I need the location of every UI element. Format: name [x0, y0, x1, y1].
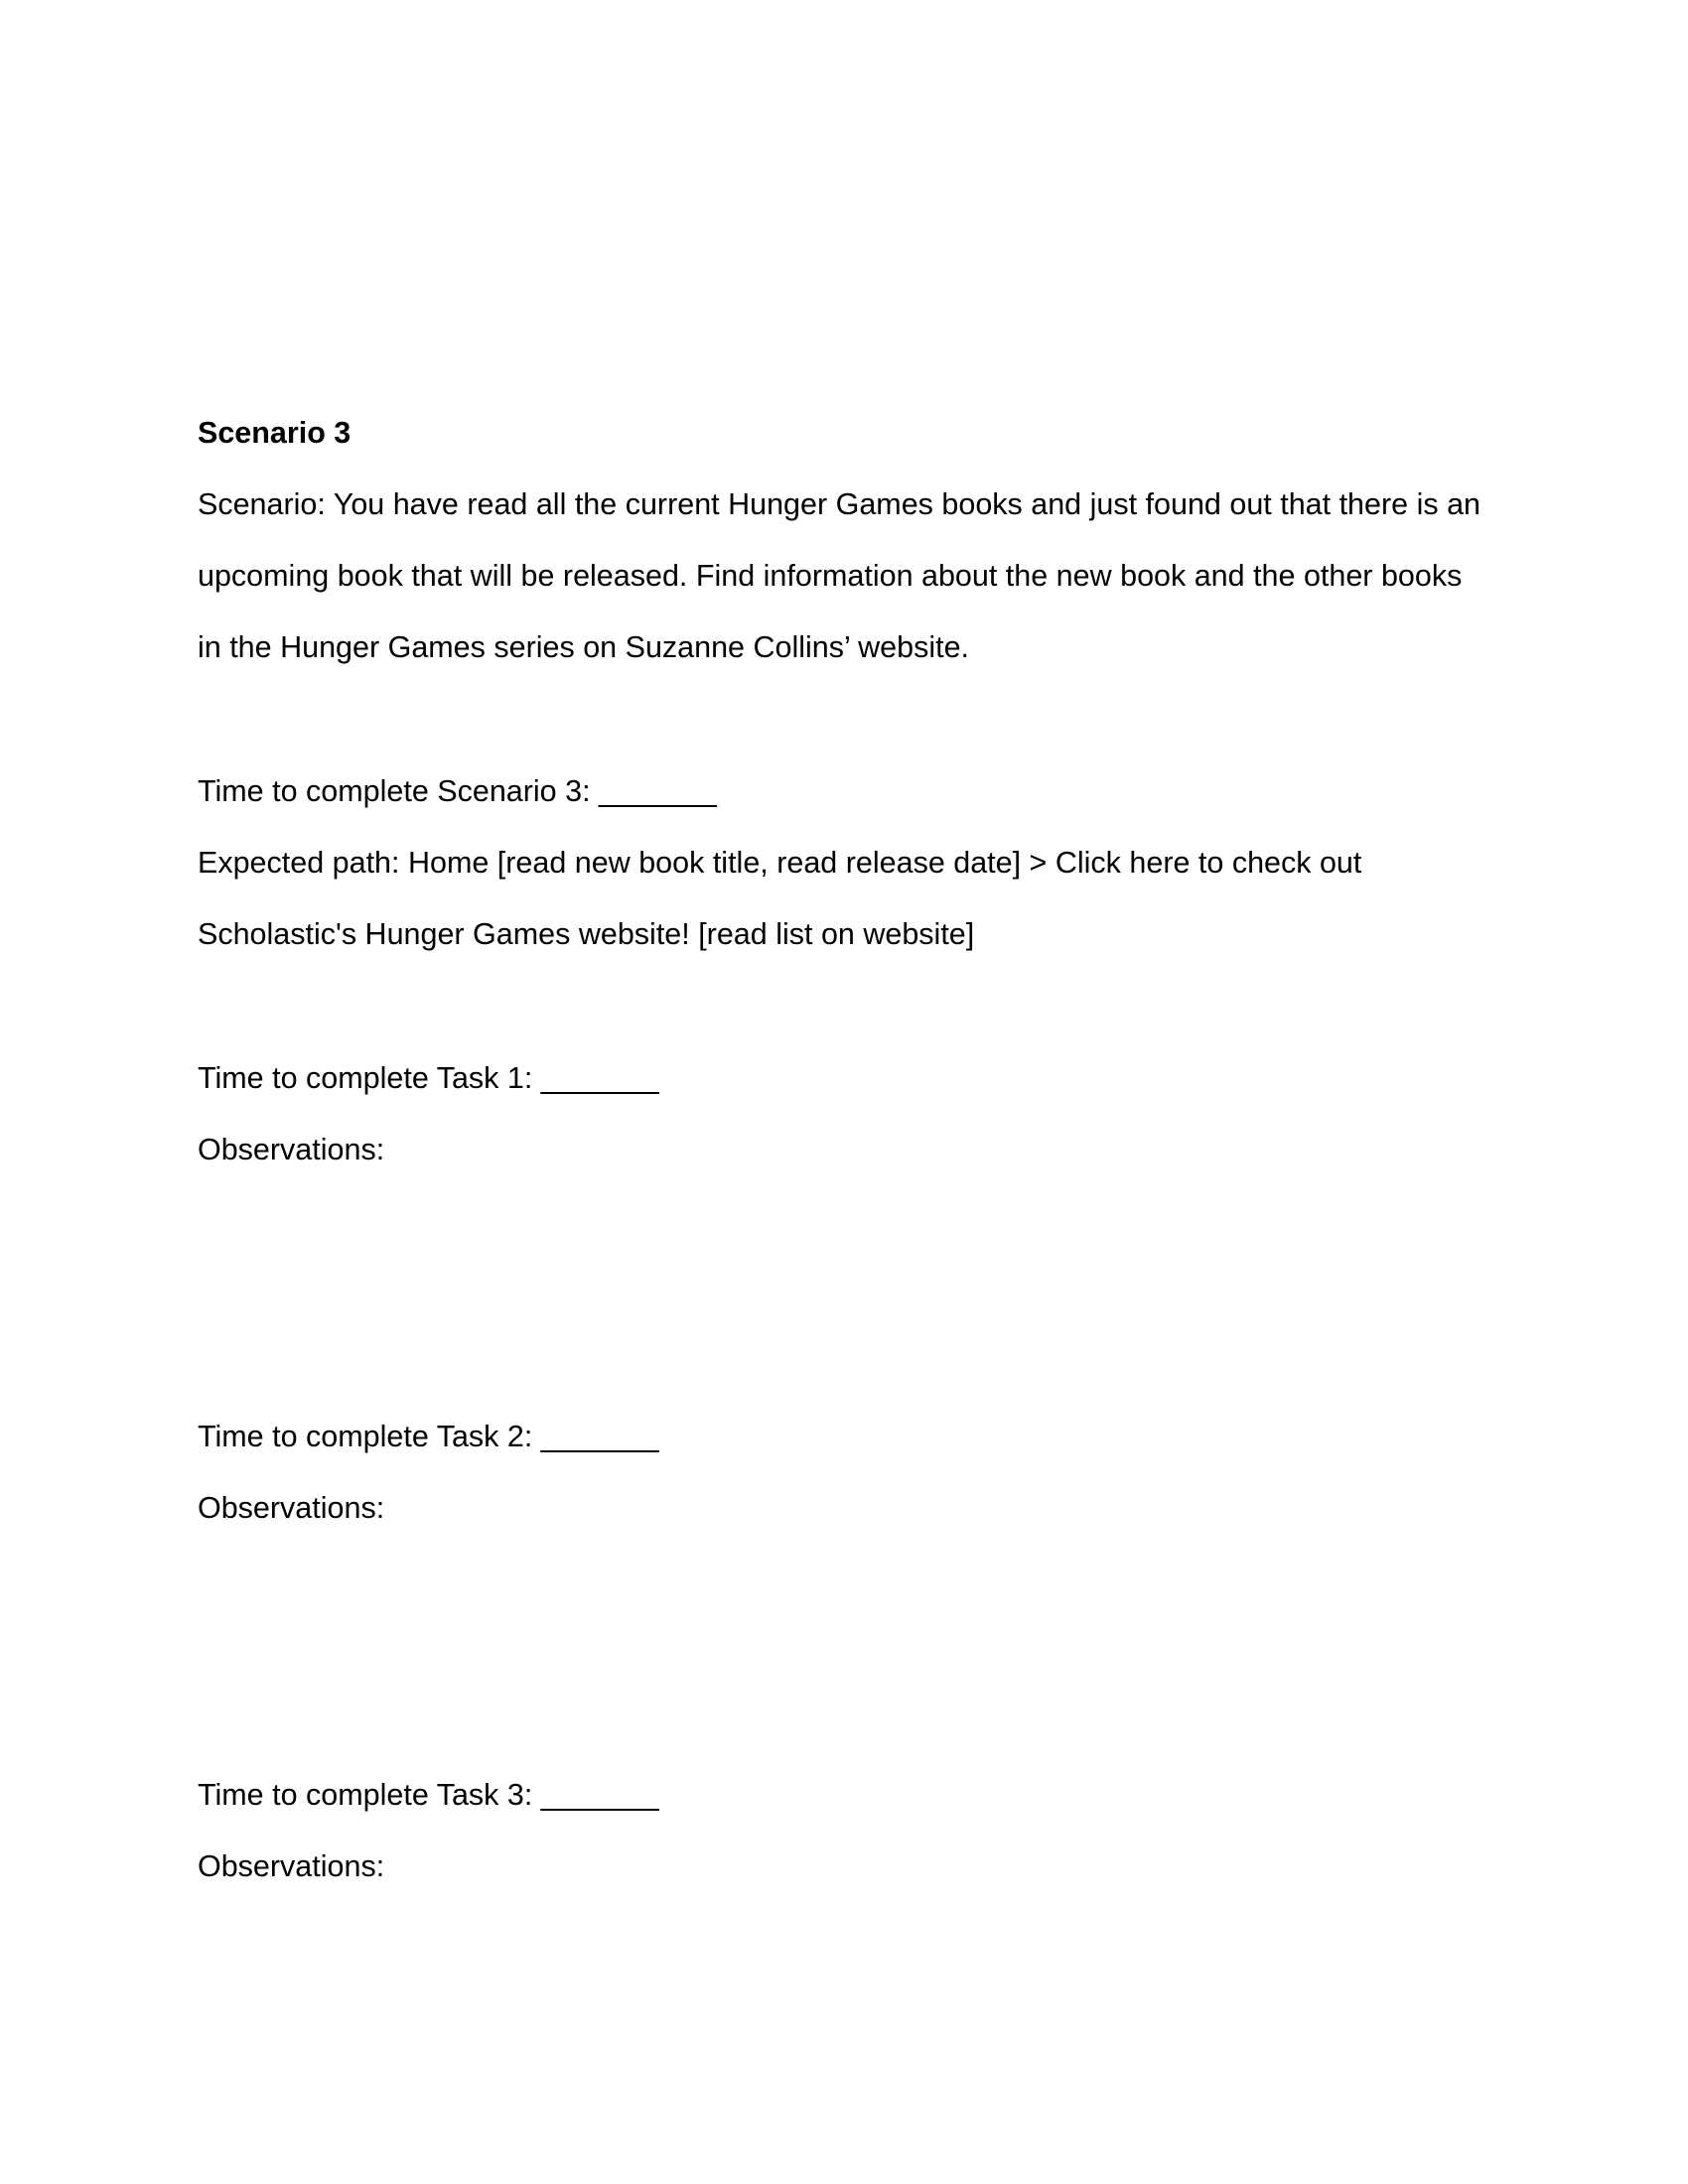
scenario-heading: Scenario 3 — [198, 416, 352, 450]
task-3-observations-label: Observations: — [198, 1849, 385, 1883]
task-1-time-field: Time to complete Task 1: _______ — [198, 1061, 659, 1095]
task-1-observations-label: Observations: — [198, 1133, 385, 1166]
expected-path-line-1: Expected path: Home [read new book title, read release date] > Click here to check out — [198, 846, 1362, 880]
scenario-text-line-2: upcoming book that will be released. Find information about the new book and the other books — [198, 559, 1463, 593]
task-2-time-field: Time to complete Task 2: _______ — [198, 1420, 659, 1453]
task-2-observations-label: Observations: — [198, 1491, 385, 1525]
task-3-time-field: Time to complete Task 3: _______ — [198, 1778, 659, 1812]
scenario-text-line-1: Scenario: You have read all the current Hunger Games books and just found out that there is an — [198, 487, 1480, 521]
expected-path-line-2: Scholastic's Hunger Games website! [read list on website] — [198, 917, 975, 951]
scenario-time-field: Time to complete Scenario 3: _______ — [198, 774, 717, 808]
scenario-text-line-3: in the Hunger Games series on Suzanne Collins’ website. — [198, 630, 970, 664]
